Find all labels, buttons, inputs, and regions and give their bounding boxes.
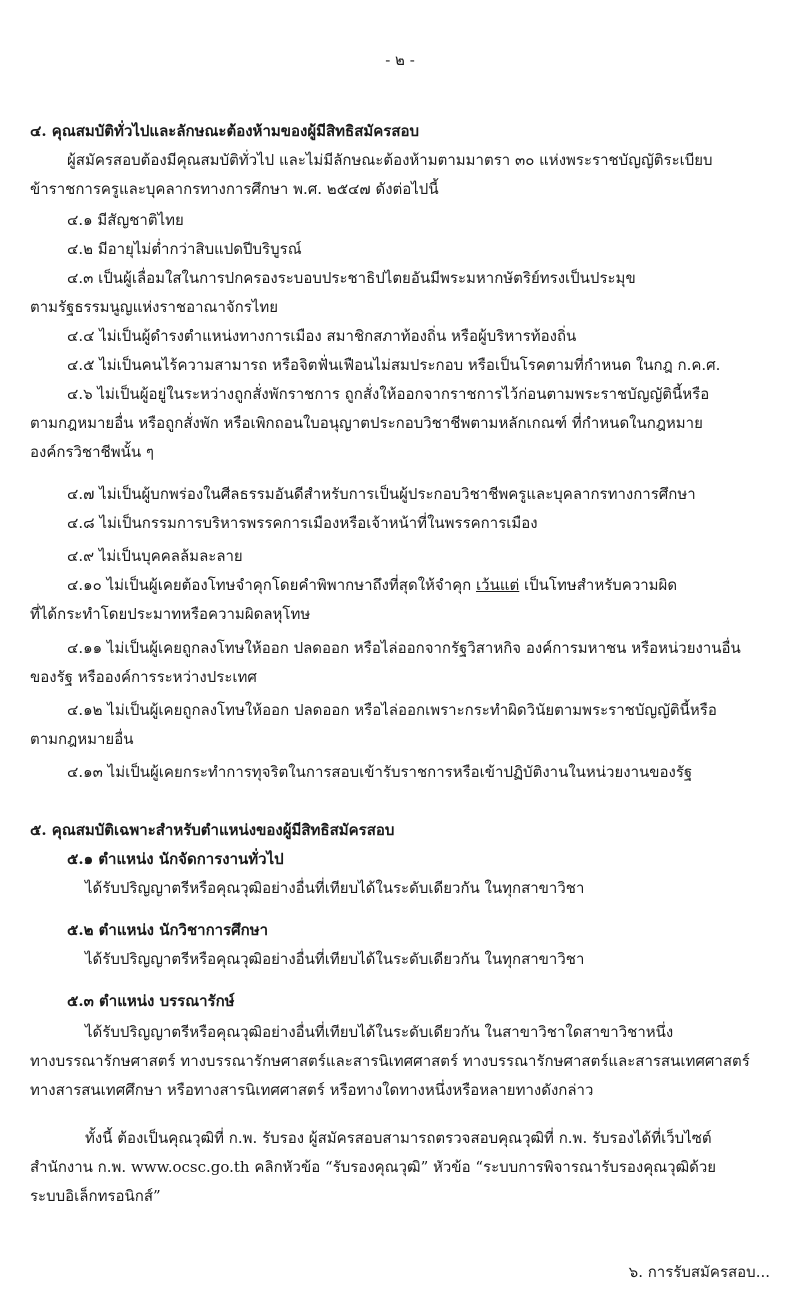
item-4-7: ๔.๗ ไม่เป็นผู้บกพร่องในศีลธรรมอันดีสำหรับการเป็นผู้ประกอบวิชาชีพครูและบุคลากรทางการศึกษา <box>67 485 696 503</box>
item-4-6-cont1: ตามกฎหมายอื่น หรือถูกสั่งพัก หรือเพิกถอนใบอนุญาตประกอบวิชาชีพตามหลักเกณฑ์ ที่กำหนดในกฎหมาย <box>30 414 703 432</box>
page-number: - ๒ - <box>385 51 415 69</box>
item-4-5: ๔.๕ ไม่เป็นคนไร้ความสามารถ หรือจิตฟั่นเฟือนไม่สมประกอบ หรือเป็นโรคตามที่กำหนด ในกฎ ก.ค.ศ. <box>67 356 721 374</box>
position-5-1-title: ๕.๑ ตำแหน่ง นักจัดการงานทั่วไป <box>67 850 284 868</box>
item-4-2: ๔.๒ มีอายุไม่ต่ำกว่าสิบแปดปีบริบูรณ์ <box>67 240 302 258</box>
item-4-3: ๔.๓ เป็นผู้เลื่อมใสในการปกครองระบอบประชาธิปไตยอันมีพระมหากษัตริย์ทรงเป็นประมุข <box>67 269 636 287</box>
position-5-2-title: ๕.๒ ตำแหน่ง นักวิชาการศึกษา <box>67 921 269 939</box>
position-5-3-desc1: ได้รับปริญญาตรีหรือคุณวุฒิอย่างอื่นที่เทียบได้ในระดับเดียวกัน ในสาขาวิชาใดสาขาวิชาหนึ่ง <box>85 1023 674 1041</box>
item-4-6-cont2: องค์กรวิชาชีพนั้น ๆ <box>30 443 154 461</box>
section5-heading: ๕. คุณสมบัติเฉพาะสำหรับตำแหน่งของผู้มีสิทธิสมัครสอบ <box>30 821 395 839</box>
item-4-10-text-a: ๔.๑๐ ไม่เป็นผู้เคยต้องโทษจำคุกโดยคำพิพากษาถึงที่สุดให้จำคุก <box>67 576 477 594</box>
section4-heading: ๔. คุณสมบัติทั่วไปและลักษณะต้องห้ามของผู้มีสิทธิสมัครสอบ <box>30 122 420 140</box>
position-5-3-title: ๕.๓ ตำแหน่ง บรรณารักษ์ <box>67 992 235 1010</box>
section4-intro-line1: ผู้สมัครสอบต้องมีคุณสมบัติทั่วไป และไม่มีลักษณะต้องห้ามตามมาตรา ๓๐ แห่งพระราชบัญญัติระเบียบ <box>67 151 713 169</box>
item-4-11-cont: ของรัฐ หรือองค์การระหว่างประเทศ <box>30 668 257 686</box>
qualification-note-line3: ระบบอิเล็กทรอนิกส์” <box>30 1187 161 1205</box>
item-4-3-cont: ตามรัฐธรรมนูญแห่งราชอาณาจักรไทย <box>30 298 279 316</box>
item-4-10-text-b: เป็นโทษสำหรับความผิด <box>519 576 678 594</box>
item-4-10 <box>67 572 677 598</box>
item-4-9: ๔.๙ ไม่เป็นบุคคลล้มละลาย <box>67 547 243 565</box>
item-4-1: ๔.๑ มีสัญชาติไทย <box>67 211 184 229</box>
position-5-3-desc2: ทางบรรณารักษศาสตร์ ทางบรรณารักษศาสตร์และสารนิเทศศาสตร์ ทางบรรณารักษศาสตร์และสารสนเทศศาสตร์ <box>30 1052 750 1070</box>
position-5-2-desc: ได้รับปริญญาตรีหรือคุณวุฒิอย่างอื่นที่เทียบได้ในระดับเดียวกัน ในทุกสาขาวิชา <box>85 950 585 968</box>
item-4-12: ๔.๑๒ ไม่เป็นผู้เคยถูกลงโทษให้ออก ปลดออก หรือไล่ออกเพราะกระทำผิดวินัยตามพระราชบัญญัตินี้หรือ <box>67 701 717 719</box>
qualification-note-line2: สำนักงาน ก.พ. www.ocsc.go.th คลิกหัวข้อ “รับรองคุณวุฒิ” หัวข้อ “ระบบการพิจารณารับรองคุณวุฒิด้วย <box>30 1158 717 1176</box>
qualification-note-line1: ทั้งนี้ ต้องเป็นคุณวุฒิที่ ก.พ. รับรอง ผู้สมัครสอบสามารถตรวจสอบคุณวุฒิที่ ก.พ. รับรองได้ที่เว็บไซต์ <box>85 1129 712 1147</box>
item-4-13: ๔.๑๓ ไม่เป็นผู้เคยกระทำการทุจริตในการสอบเข้ารับราชการหรือเข้าปฏิบัติงานในหน่วยงานของรัฐ <box>67 763 693 781</box>
item-4-10-cont: ที่ได้กระทำโดยประมาทหรือความผิดลหุโทษ <box>30 605 311 623</box>
item-4-4: ๔.๔ ไม่เป็นผู้ดำรงตำแหน่งทางการเมือง สมาชิกสภาท้องถิ่น หรือผู้บริหารท้องถิ่น <box>67 327 577 345</box>
item-4-11: ๔.๑๑ ไม่เป็นผู้เคยถูกลงโทษให้ออก ปลดออก หรือไล่ออกจากรัฐวิสาหกิจ องค์การมหาชน หรือหน่วยงานอื่น <box>67 639 741 657</box>
item-4-10-emphasis: เว้นแต่ <box>476 576 520 594</box>
item-4-12-cont: ตามกฎหมายอื่น <box>30 730 134 748</box>
section4-intro-line2: ข้าราชการครูและบุคลากรทางการศึกษา พ.ศ. ๒๕๔๗ ดังต่อไปนี้ <box>30 180 439 198</box>
item-4-8: ๔.๘ ไม่เป็นกรรมการบริหารพรรคการเมืองหรือเจ้าหน้าที่ในพรรคการเมือง <box>67 514 538 532</box>
item-4-6: ๔.๖ ไม่เป็นผู้อยู่ในระหว่างถูกสั่งพักราชการ ถูกสั่งให้ออกจากราชการไว้ก่อนตามพระราชบัญญัตินี้หรือ <box>67 385 710 403</box>
position-5-3-desc3: ทางสารสนเทศศึกษา หรือทางสารนิเทศศาสตร์ หรือทางใดทางหนึ่งหรือหลายทางดังกล่าว <box>30 1081 594 1099</box>
position-5-1-desc: ได้รับปริญญาตรีหรือคุณวุฒิอย่างอื่นที่เทียบได้ในระดับเดียวกัน ในทุกสาขาวิชา <box>85 879 585 897</box>
next-page-continuation: ๖. การรับสมัครสอบ... <box>628 1263 770 1281</box>
